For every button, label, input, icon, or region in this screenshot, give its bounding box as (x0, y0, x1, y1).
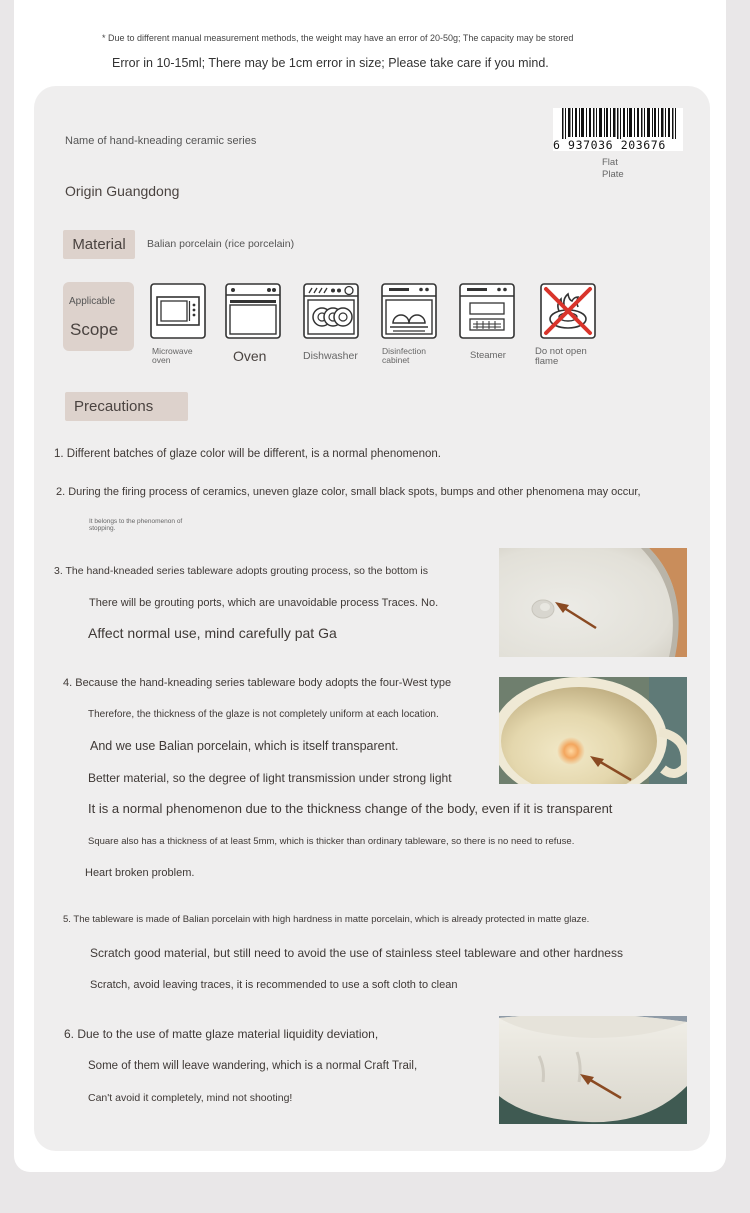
precaution-2-note-line-1: It belongs to the phenomenon of (89, 518, 183, 525)
precaution-4-line-3: And we use Balian porcelain, which is itself transparent. (90, 739, 399, 753)
precaution-1: 1. Different batches of glaze color will be different, is a normal phenomenon. (54, 448, 441, 460)
barcode-caption-line-2: Plate (602, 169, 624, 180)
precaution-6-line-1: 6. Due to the use of matte glaze material liquidity deviation, (64, 1027, 379, 1041)
precaution-4-line-1: 4. Because the hand-kneading series tableware body adopts the four-West type (63, 677, 452, 689)
precaution-4-line-2: Therefore, the thickness of the glaze is not completely uniform at each location. (88, 709, 439, 720)
precaution-2-note (89, 518, 182, 532)
precaution-5-line-2: Scratch good material, but still need to avoid the use of stainless steel tableware and other hardness (90, 946, 623, 960)
glaze-trail-photo (499, 1016, 687, 1124)
material-label: Material (63, 230, 135, 259)
grouting-port-photo (499, 548, 687, 657)
measurement-notice-line-2: Error in 10-15ml; There may be 1cm error in size; Please take care if you mind. (112, 56, 549, 70)
barcode-caption-line-1: Flat (602, 157, 618, 168)
scope-label-disinfection-line-1: Disinfection (382, 346, 426, 356)
barcode-number: 6 937036 203676 (553, 139, 683, 151)
applicable-scope-badge (63, 282, 134, 351)
precaution-4-line-7: Heart broken problem. (85, 867, 195, 879)
scope-label-microwave-line-1: Microwave (152, 346, 193, 356)
precaution-3-line-3: Affect normal use, mind carefully pat Ga (88, 625, 337, 641)
precaution-6-line-2: Some of them will leave wandering, which is a normal Craft Trail, (88, 1060, 418, 1072)
precaution-4-line-6: Square also has a thickness of at least 5mm, which is thicker than ordinary tableware, so there is no need to refuse. (88, 836, 575, 847)
steamer-icon (459, 283, 515, 339)
precaution-5-line-1: 5. The tableware is made of Balian porcelain with high hardness in matte porcelain, which is already protected in matte glaze. (63, 914, 590, 925)
precaution-4-line-5: It is a normal phenomenon due to the thickness change of the body, even if it is transparent (88, 801, 613, 816)
precaution-6-line-3: Can't avoid it completely, mind not shooting! (88, 1092, 293, 1104)
scope-label-no-flame-line-2: flame (535, 355, 559, 367)
scope-label-no-flame-line-1: Do not open (535, 346, 587, 357)
precaution-2-note-line-2: stopping. (89, 525, 116, 532)
light-transmission-photo (499, 677, 687, 784)
applicable-scope-label-large: Scope (70, 320, 119, 339)
oven-icon (225, 283, 281, 339)
scope-label-oven: Oven (233, 348, 267, 364)
precaution-4-line-4: Better material, so the degree of light transmission under strong light (88, 771, 452, 785)
material-value: Balian porcelain (rice porcelain) (147, 238, 295, 250)
scope-label-dishwasher: Dishwasher (303, 350, 358, 362)
dishwasher-icon (303, 283, 359, 339)
precaution-3-line-2: There will be grouting ports, which are unavoidable process Traces. No. (89, 597, 439, 609)
barcode-caption (602, 157, 624, 181)
series-name: Name of hand-kneading ceramic series (65, 135, 257, 147)
microwave-oven-icon (150, 283, 206, 339)
precautions-label: Precautions (65, 392, 188, 421)
scope-label-disinfection (382, 347, 426, 365)
scope-label-microwave (152, 347, 193, 365)
precaution-3-line-1: 3. The hand-kneaded series tableware adopts grouting process, so the bottom is (54, 565, 428, 577)
scope-label-disinfection-line-2: cabinet (382, 355, 410, 365)
scope-label-steamer: Steamer (470, 350, 506, 361)
scope-label-microwave-line-2: oven (152, 355, 171, 365)
scope-label-no-flame (535, 347, 587, 366)
precaution-2: 2. During the firing process of ceramics, uneven glaze color, small black spots, bumps and other phenomena may occur, (56, 486, 641, 498)
disinfection-cabinet-icon (381, 283, 437, 339)
measurement-notice-line-1: * Due to different manual measurement methods, the weight may have an error of 20-50g; The capacity may be stored (102, 33, 574, 43)
origin: Origin Guangdong (65, 183, 180, 199)
no-open-flame-icon (540, 283, 596, 339)
precaution-5-line-3: Scratch, avoid leaving traces, it is recommended to use a soft cloth to clean (90, 979, 458, 991)
applicable-scope-label-small: Applicable (69, 296, 116, 307)
